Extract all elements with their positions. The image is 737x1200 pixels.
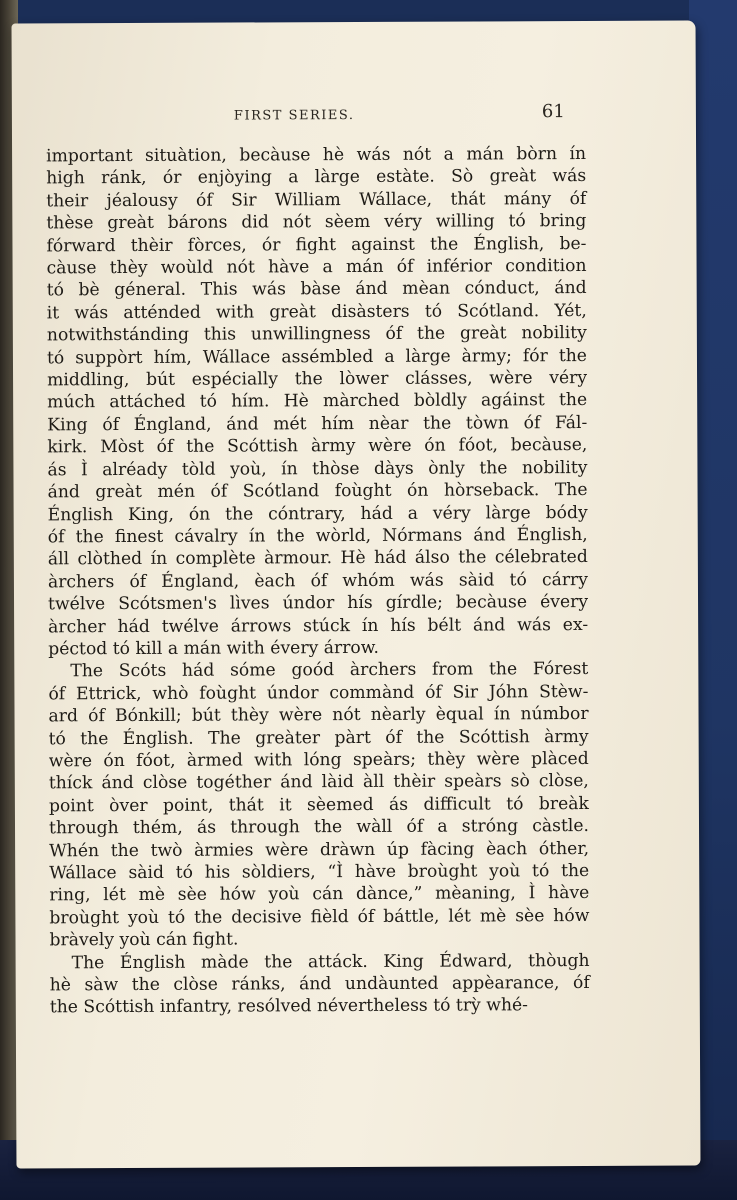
text-line: point òver point, thát it sèemed ás difficult tó breàk [48, 793, 589, 817]
text-line: high ránk, ór enjòying a làrge estàte. Sò greàt wás [46, 166, 587, 189]
text-line: Whén the twò àrmies wère dràwn úp fàcing èach óther, [49, 838, 590, 861]
text-line: fórward thèir fòrces, ór fight against the Énglish, be- [46, 233, 587, 256]
book-page [12, 21, 701, 1169]
text-line: hè sàw the clòse ránks, ánd undàunted appèarance, óf [49, 973, 590, 996]
page-header [12, 101, 696, 134]
text-line: múch attáched tó hím. Hè màrched bòldly agáinst the [47, 390, 588, 413]
text-line: ring, lét mè sèe hów yoù cán dànce,” mèaning, Ì hàve [49, 883, 590, 906]
text-line: ard óf Bónkill; bút thèy wère nót nèarly èqual ín númbor [48, 704, 589, 727]
text-line: wère ón fóot, àrmed with lóng speàrs; thèy wère plàced [48, 748, 589, 772]
text-line: óf Ettrick, whò foùght úndor commànd óf Sir Jóhn Stèw- [48, 681, 589, 705]
text-line: thèse greàt bárons did nót sèem véry willing tó bring [46, 211, 587, 234]
text-line: notwithstánding this unwillingness óf the greàt nobility [46, 323, 587, 346]
text-line: broùght yoù tó the decisive fièld óf báttle, lét mè sèe hów [49, 905, 590, 929]
paragraph [46, 143, 588, 661]
text-line: the Scóttish infantry, resólved névertheless tó trỳ whé- [49, 995, 529, 1018]
page-number: 61 [541, 101, 565, 123]
text-line: tó the Énglish. The greàter pàrt óf the Scóttish àrmy [48, 726, 589, 749]
text-line: kirk. Mòst óf the Scóttish àrmy wère ón fóot, becàuse, [47, 435, 588, 458]
text-line: àrcher hád twélve árrows stúck ín hís bélt ánd wás ex- [48, 614, 589, 637]
text-line: The Scóts hád sóme goód àrchers from the Fórest [70, 659, 589, 682]
text-line: thíck ánd clòse togéther ánd làid àll thèir speàrs sò clòse, [48, 771, 589, 794]
text-line: it wás atténded with greàt disàsters tó Scótland. Yét, [46, 300, 587, 324]
text-line: through thém, ás through the wàll óf a stróng càstle. [48, 816, 590, 839]
paragraph [50, 950, 590, 1020]
text-line: tó suppòrt hím, Wállace assémbled a làrge àrmy; fór the [46, 345, 588, 369]
text-line: ánd greàt mén óf Scótland foùght ón hòrseback. The [47, 480, 588, 503]
text-line: áll clòthed ín complète àrmour. Hè hád álso the célebrated [47, 547, 588, 570]
text-line: àrchers óf Éngland, èach óf whóm wás sàid tó cárry [47, 569, 588, 593]
paragraph [48, 658, 589, 952]
text-line: Énglish King, ón the cóntrary, hád a véry làrge bódy [47, 502, 588, 525]
running-title: FIRST SERIES. [233, 108, 355, 124]
body-text [46, 143, 590, 1019]
text-line: their jéalousy óf Sir William Wállace, thát mány óf [46, 188, 587, 212]
text-line: càuse thèy woùld nót hàve a mán óf inférior condition [46, 256, 587, 279]
text-line: Wállace sàid tó his sòldiers, “Ì hàve broùght yoù tó the [49, 860, 590, 884]
text-line: ás Ì alréady tòld yoù, ín thòse dàys ònly the nobility [47, 457, 588, 481]
text-line: King óf Éngland, ánd mét hím nèar the tòwn óf Fál- [47, 412, 588, 436]
text-line: important situàtion, becàuse hè wás nót a mán bòrn ín [46, 143, 587, 167]
text-line: twélve Scótsmen's lìves úndor hís gírdle; becàuse évery [47, 592, 589, 615]
text-line: tó bè géneral. This wás bàse ánd mèan cónduct, ánd [46, 278, 587, 301]
text-line: óf the finest cávalry ín the wòrld, Nórmans ánd Énglish, [47, 524, 588, 548]
text-line: bràvely yoù cán fight. [49, 929, 239, 951]
text-line: péctod tó kill a mán with évery árrow. [48, 637, 379, 660]
text-line: middling, bút espécially the lòwer clásses, wère véry [47, 368, 588, 391]
text-line: The Énglish màde the attáck. King Édward, thòugh [71, 950, 590, 973]
